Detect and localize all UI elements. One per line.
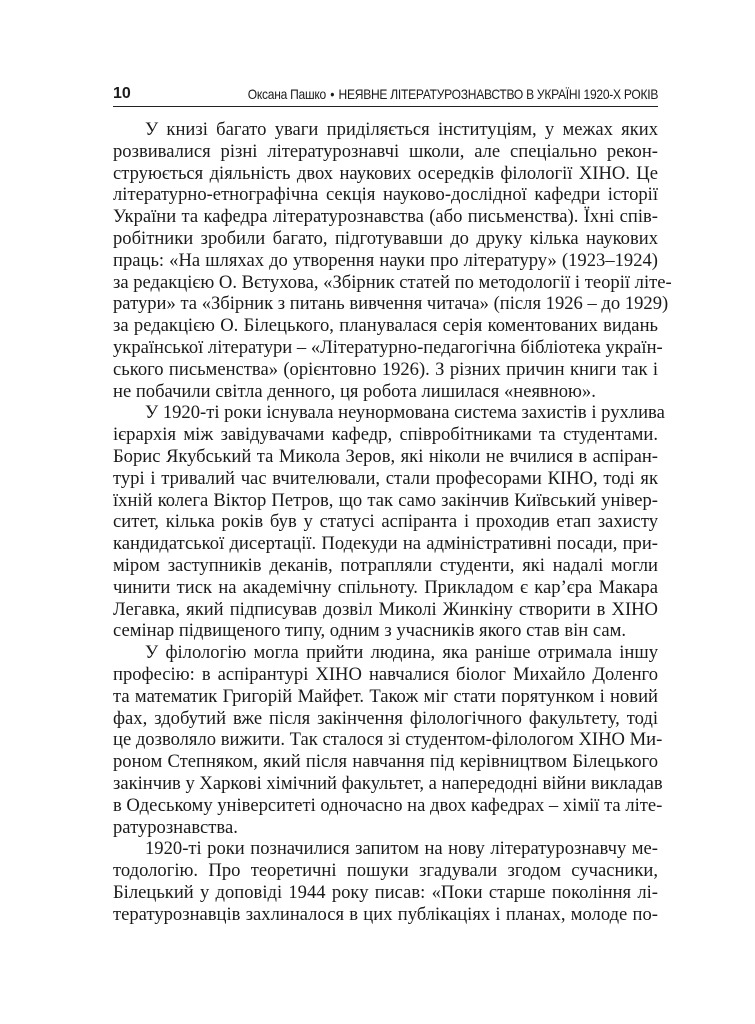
text-line: кандидатської дисертації. Подекуди на адміністративні посади, при-: [113, 533, 658, 555]
author-name: Оксана Пашко: [247, 86, 326, 102]
text-line: за редакцією О. Вєтухова, «Збірник статей по методології і теорії літе-: [113, 271, 672, 293]
text-line: ситет, кілька років був у статусі аспіранта і проходив етап захисту: [113, 511, 658, 533]
text-line: за редакцією О. Білецького, планувалася серія коментованих видань: [113, 315, 658, 337]
text-line: Легавка, який підписував дозвіл Миколі Жинкіну створити в ХІНО: [113, 598, 658, 620]
text-line: не побачили світла денного, ця робота лишилася «неявною».: [113, 380, 596, 402]
paragraph: [113, 119, 672, 402]
paragraph: [113, 402, 665, 642]
text-line: їхній колега Віктор Петров, що так само закінчив Київський універ-: [113, 489, 658, 511]
text-line: 1920-ті роки позначилися запитом на нову літературознавчу ме-: [145, 838, 658, 860]
paragraph: [113, 838, 658, 925]
text-line: У філологію могла прийти людина, яка раніше отримала іншу: [145, 642, 658, 664]
text-line: тературознавців захлиналося в цих публікаціях і планах, молоде по-: [113, 903, 658, 925]
text-line: літературно-етнографічна секція науково-дослідної кафедри історії: [113, 184, 658, 206]
running-title: [248, 86, 658, 102]
text-line: робітники зробили багато, підготувавши до друку кілька наукових: [113, 227, 658, 249]
text-line: струюється діяльність двох наукових осередків філології ХІНО. Це: [113, 162, 658, 184]
separator: •: [330, 86, 335, 102]
text-line: Білецький у доповіді 1944 року писав: «Поки старше покоління лі-: [113, 881, 658, 903]
text-line: української літератури – «Літературно-педагогічна бібліотека україн-: [113, 336, 663, 358]
text-line: закінчив у Харкові хімічний факультет, а напередодні війни викладав: [113, 772, 663, 794]
text-line: України та кафедра літературознавства (або письменства). Їхні спів-: [113, 206, 658, 228]
text-line: в Одеському університеті одночасно на двох кафедрах – хімії та літе-: [113, 794, 663, 816]
text-line: міром заступників деканів, потрапляли студенти, які надалі могли: [113, 554, 658, 576]
page-number: 10: [113, 85, 131, 102]
paragraph: [113, 642, 663, 838]
text-line: ратурознавства.: [113, 816, 238, 838]
text-line: ратури» та «Збірник з питань вивчення читача» (після 1926 – до 1929): [113, 293, 669, 315]
text-line: семінар підвищеного типу, одним з учасників якого став він сам.: [113, 620, 627, 642]
body-text: [113, 119, 672, 925]
text-line: У книзі багато уваги приділяється інституціям, у межах яких: [145, 119, 658, 140]
text-line: Борис Якубський та Микола Зеров, які ніколи не вчилися в аспіран-: [113, 445, 658, 467]
text-line: чинити тиск на академічну спільноту. Прикладом є кар’єра Макара: [113, 576, 658, 598]
text-line: фах, здобутий вже після закінчення філологічного факультету, тоді: [113, 707, 658, 729]
text-line: це дозволяло вижити. Так сталося зі студентом-філологом ХІНО Ми-: [113, 729, 663, 751]
text-line: та математик Григорій Майфет. Також міг стати порятунком і новий: [113, 685, 658, 707]
text-line: ського письменства» (орієнтовно 1926). З різних причин книги так і: [113, 358, 658, 380]
text-line: роном Степняком, який після навчання під керівництвом Білецького: [113, 751, 658, 773]
text-line: професію: в аспірантурі ХІНО навчалися біолог Михайло Доленго: [113, 663, 658, 685]
text-line: ієрархія між завідувачами кафедр, співробітниками та студентами.: [113, 424, 658, 446]
text-line: розвивалися різні літературознавчі школи, але спеціально рекон-: [113, 140, 658, 162]
book-title: НЕЯВНЕ ЛІТЕРАТУРОЗНАВСТВО В УКРАЇНІ 1920-Х РОКІВ: [338, 86, 658, 102]
text-line: праць: «На шляхах до утворення науки про літературу» (1923–1924): [113, 249, 658, 271]
text-line: У 1920-ті роки існувала неунормована система захистів і рухлива: [145, 402, 665, 424]
text-line: турі і тривалий час вчителювали, стали професорами КІНО, тоді як: [113, 467, 658, 489]
text-line: тодологію. Про теоретичні пошуки згадували згодом сучасники,: [113, 860, 658, 882]
running-header: [113, 84, 658, 107]
